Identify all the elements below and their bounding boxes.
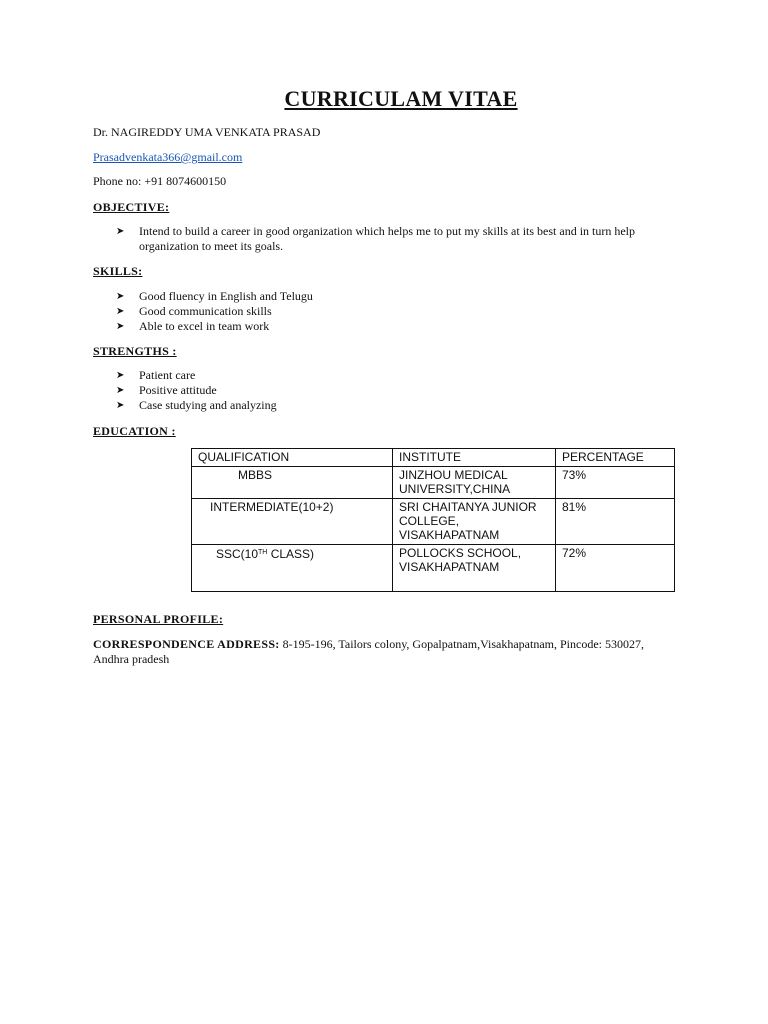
strength-item: Case studying and analyzing — [139, 398, 277, 412]
list-item — [116, 383, 277, 398]
percentage-cell: 81% — [556, 499, 675, 545]
education-heading: EDUCATION : — [93, 424, 176, 438]
skill-item: Good fluency in English and Telugu — [139, 289, 313, 303]
address-label: CORRESPONDENCE ADDRESS: — [93, 637, 280, 651]
list-item — [116, 224, 679, 254]
correspondence-address — [93, 637, 653, 667]
qualification-superscript: TH — [258, 549, 268, 556]
qualification-text-post: CLASS) — [267, 547, 315, 561]
qualification-cell — [192, 545, 393, 592]
arrowhead-bullet-icon: ➤ — [116, 385, 125, 396]
objective-text: Intend to build a career in good organization which helps me to put my skills at its best and in turn help organization to meet its goals. — [139, 224, 636, 253]
table-header-row — [192, 449, 675, 467]
arrowhead-bullet-icon: ➤ — [116, 306, 125, 317]
arrowhead-bullet-icon: ➤ — [116, 400, 125, 411]
qualification-text-pre: SSC(10 — [216, 547, 259, 561]
list-item — [116, 304, 313, 319]
strength-item: Patient care — [139, 368, 196, 382]
table-row — [192, 545, 675, 592]
qualification-cell — [192, 467, 393, 499]
percentage-cell: 73% — [556, 467, 675, 499]
email-link[interactable]: Prasadvenkata366@gmail.com — [93, 150, 243, 164]
list-item — [116, 368, 277, 383]
arrowhead-bullet-icon: ➤ — [116, 321, 125, 332]
institute-cell: JINZHOU MEDICAL UNIVERSITY,CHINA — [393, 467, 556, 499]
objective-list — [116, 224, 679, 254]
list-item — [116, 289, 313, 304]
list-item — [116, 398, 277, 413]
table-row — [192, 499, 675, 545]
arrowhead-bullet-icon: ➤ — [116, 291, 125, 302]
skills-list — [116, 289, 313, 334]
page-title: CURRICULAM VITAE — [284, 86, 518, 111]
strength-item: Positive attitude — [139, 383, 217, 397]
address-value: 8-195-196, Tailors colony, Gopalpatnam,Visakhapatnam, Pincode: 530027, Andhra pradesh — [93, 637, 644, 666]
list-item — [116, 319, 313, 334]
institute-cell: SRI CHAITANYA JUNIOR COLLEGE, VISAKHAPATNAM — [393, 499, 556, 545]
skill-item: Able to excel in team work — [139, 319, 270, 333]
objective-heading: OBJECTIVE: — [93, 200, 170, 214]
qualification-text — [198, 546, 314, 561]
personal-profile-heading: PERSONAL PROFILE: — [93, 612, 224, 626]
strengths-heading: STRENGTHS : — [93, 344, 177, 358]
institute-cell: POLLOCKS SCHOOL, VISAKHAPATNAM — [393, 545, 556, 592]
qualification-text: INTERMEDIATE(10+2) — [210, 500, 334, 514]
arrowhead-bullet-icon: ➤ — [116, 226, 125, 237]
column-header: PERCENTAGE — [556, 449, 675, 467]
skills-heading: SKILLS: — [93, 264, 143, 278]
column-header: QUALIFICATION — [192, 449, 393, 467]
education-table — [191, 448, 675, 592]
candidate-name: Dr. NAGIREDDY UMA VENKATA PRASAD — [93, 125, 321, 139]
percentage-cell: 72% — [556, 545, 675, 592]
skill-item: Good communication skills — [139, 304, 272, 318]
strengths-list — [116, 368, 277, 413]
table-row — [192, 467, 675, 499]
qualification-cell — [192, 499, 393, 545]
column-header: INSTITUTE — [393, 449, 556, 467]
arrowhead-bullet-icon: ➤ — [116, 370, 125, 381]
qualification-text: MBBS — [238, 468, 273, 482]
phone-number: Phone no: +91 8074600150 — [93, 174, 227, 188]
